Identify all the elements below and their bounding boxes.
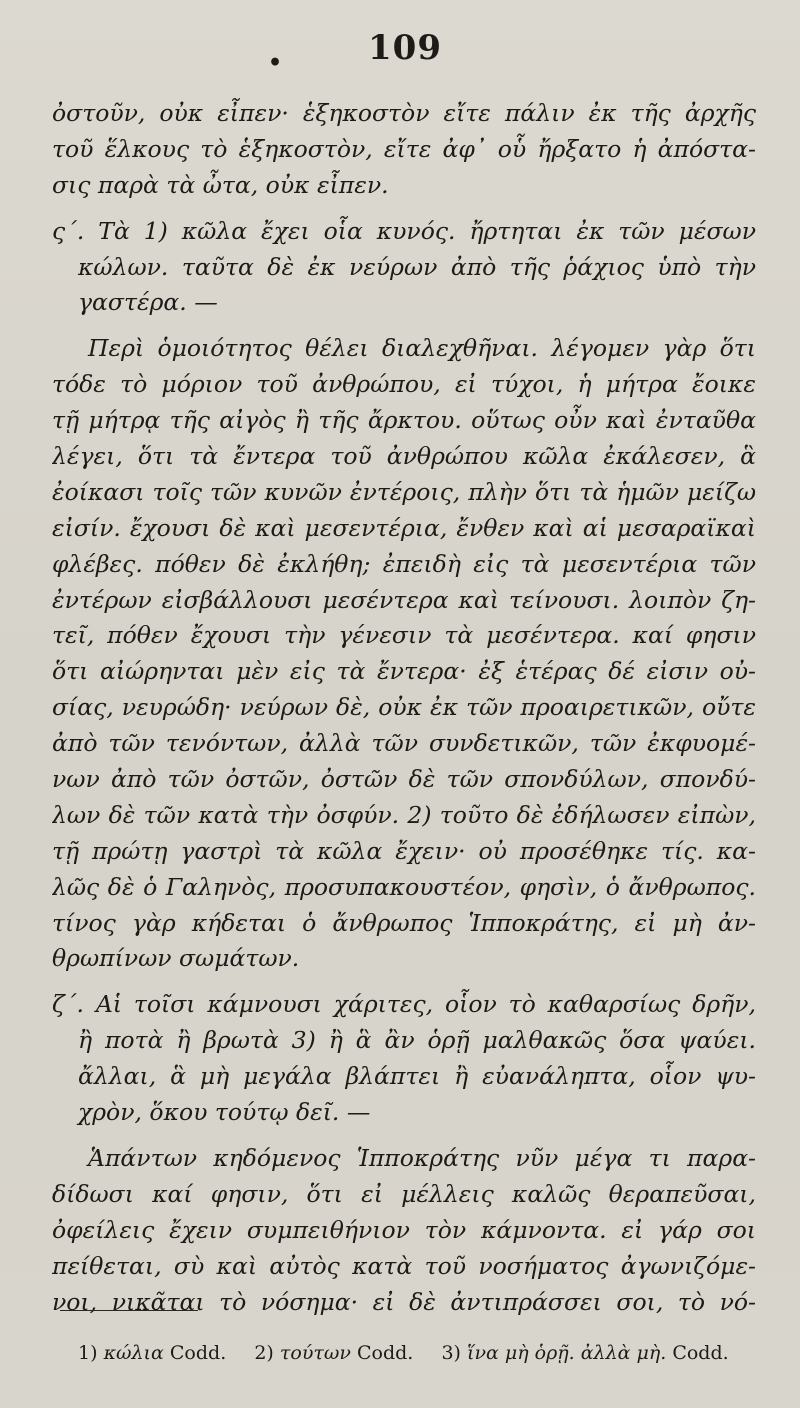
text-line: ζ΄. Αἱ τοῖσι κάμνουσι χάριτες, οἷον τὸ καθαρσίως δρῆν,: [52, 990, 756, 1019]
text-line: λῶς δὲ ὁ Γαληνὸς, προσυπακουστέον, φησὶν, ὁ ἄνθρωπος.: [52, 872, 756, 901]
text-line: τῇ πρώτῃ γαστρὶ τὰ κῶλα ἔχειν· οὐ προσέθηκε τίς. κα-: [52, 836, 756, 865]
text-line: πείθεται, σὺ καὶ αὐτὸς κατὰ τοῦ νοσήματος ἀγωνιζόμε-: [52, 1251, 756, 1280]
text-line: σίας, νευρώδη· νεύρων δὲ, οὐκ ἐκ τῶν προαιρετικῶν, οὔτε: [52, 693, 756, 722]
page-body: [52, 96, 756, 1320]
text-line: Ἁπάντων κηδόμενος Ἱπποκράτης νῦν μέγα τι παρα-: [88, 1143, 756, 1172]
text-line: εἰσίν. ἔχουσι δὲ καὶ μεσεντέρια, ἔνθεν καὶ αἱ μεσαραϊκαὶ: [52, 513, 756, 542]
text-line: γαστέρα. —: [78, 288, 218, 317]
text-line: φλέβες. πόθεν δὲ ἐκλήθη; ἐπειδὴ εἰς τὰ μεσεντέρια τῶν: [52, 549, 756, 578]
text-line: νων ἀπὸ τῶν ὀστῶν, ὀστῶν δὲ τῶν σπονδύλων, σπονδύ-: [52, 765, 756, 794]
footnote-suffix: Codd.: [357, 1342, 414, 1364]
text-line: ς΄. Τὰ 1) κῶλα ἔχει οἷα κυνός. ἤρτηται ἐκ τῶν μέσων: [52, 216, 756, 245]
text-line: ὅτι αἰώρηνται μὲν εἰς τὰ ἔντερα· ἐξ ἑτέρας δέ εἰσιν οὐ-: [52, 657, 756, 686]
footnote-marker: 3): [441, 1342, 461, 1364]
text-line: Περὶ ὁμοιότητος θέλει διαλεχθῆναι. λέγομεν γὰρ ὅτι: [88, 334, 756, 363]
text-line: κώλων. ταῦτα δὲ ἐκ νεύρων ἀπὸ τῆς ῥάχιος ὑπὸ τὴν: [78, 252, 756, 281]
text-line: ὀστοῦν, οὐκ εἶπεν· ἑξηκοστὸν εἴτε πάλιν ἐκ τῆς ἀρχῆς: [52, 99, 756, 127]
text-line: ἢ ποτὰ ἢ βρωτὰ 3) ἢ ἃ ἂν ὁρῇ μαλθακῶς ὅσα ψαύει.: [78, 1026, 756, 1055]
footnote-suffix: Codd.: [169, 1342, 227, 1364]
text-line: τοῦ ἕλκους τὸ ἑξηκοστὸν, εἴτε ἀφ᾽ οὗ ἤρξατο ἡ ἀπόστα-: [52, 134, 756, 163]
footnote-text: κώλια: [103, 1342, 164, 1364]
footnote-rule: [60, 1310, 198, 1311]
footnote-text: τούτων: [279, 1342, 351, 1364]
ink-dot: •: [268, 50, 283, 76]
text-line: λέγει, ὅτι τὰ ἔντερα τοῦ ἀνθρώπου κῶλα ἐκάλεσεν, ἃ: [52, 442, 756, 471]
text-line: νοι, νικᾶται τὸ νόσημα· εἰ δὲ ἀντιπράσσει σοι, τὸ νό-: [52, 1287, 756, 1316]
footnotes: [78, 1342, 760, 1364]
text-line: χρὸν, ὅκου τούτῳ δεῖ. —: [78, 1098, 371, 1127]
text-line: σις παρὰ τὰ ὦτα, οὐκ εἶπεν.: [52, 170, 389, 199]
text-line: ὀφείλεις ἔχειν συμπειθήνιον τὸν κάμνοντα. εἰ γάρ σοι: [52, 1215, 756, 1244]
footnote-suffix: Codd.: [672, 1342, 729, 1364]
text-line: δίδωσι καί φησιν, ὅτι εἰ μέλλεις καλῶς θεραπεῦσαι,: [52, 1179, 756, 1208]
footnote-text: ἵνα μὴ ὁρῇ. ἀλλὰ μὴ.: [467, 1342, 667, 1364]
text-line: ἀπὸ τῶν τενόντων, ἀλλὰ τῶν συνδετικῶν, τῶν ἐκφυομέ-: [52, 729, 756, 758]
text-line: λων δὲ τῶν κατὰ τὴν ὀσφύν. 2) τοῦτο δὲ ἐδήλωσεν εἰπὼν,: [52, 800, 756, 829]
text-line: ἐντέρων εἰσβάλλουσι μεσέντερα καὶ τείνουσι. λοιπὸν ζη-: [52, 585, 756, 614]
text-line: ἄλλαι, ἃ μὴ μεγάλα βλάπτει ἢ εὐανάληπτα, οἷον ψυ-: [78, 1062, 756, 1091]
text-line: θρωπίνων σωμάτων.: [52, 944, 300, 973]
text-line: τίνος γὰρ κήδεται ὁ ἄνθρωπος Ἱπποκράτης, εἰ μὴ ἀν-: [52, 908, 756, 937]
page-number: 109: [368, 28, 442, 68]
footnote-marker: 1): [78, 1342, 98, 1364]
text-line: ἐοίκασι τοῖς τῶν κυνῶν ἐντέροις, πλὴν ὅτι τὰ ἡμῶν μείζω: [52, 477, 756, 506]
text-line: τόδε τὸ μόριον τοῦ ἀνθρώπου, εἰ τύχοι, ἡ μήτρα ἔοικε: [52, 370, 756, 399]
footnote-marker: 2): [254, 1342, 274, 1364]
text-line: τεῖ, πόθεν ἔχουσι τὴν γένεσιν τὰ μεσέντερα. καί φησιν: [52, 621, 756, 650]
text-line: τῇ μήτρᾳ τῆς αἰγὸς ἢ τῆς ἄρκτου. οὕτως οὖν καὶ ἐνταῦθα: [52, 406, 756, 435]
